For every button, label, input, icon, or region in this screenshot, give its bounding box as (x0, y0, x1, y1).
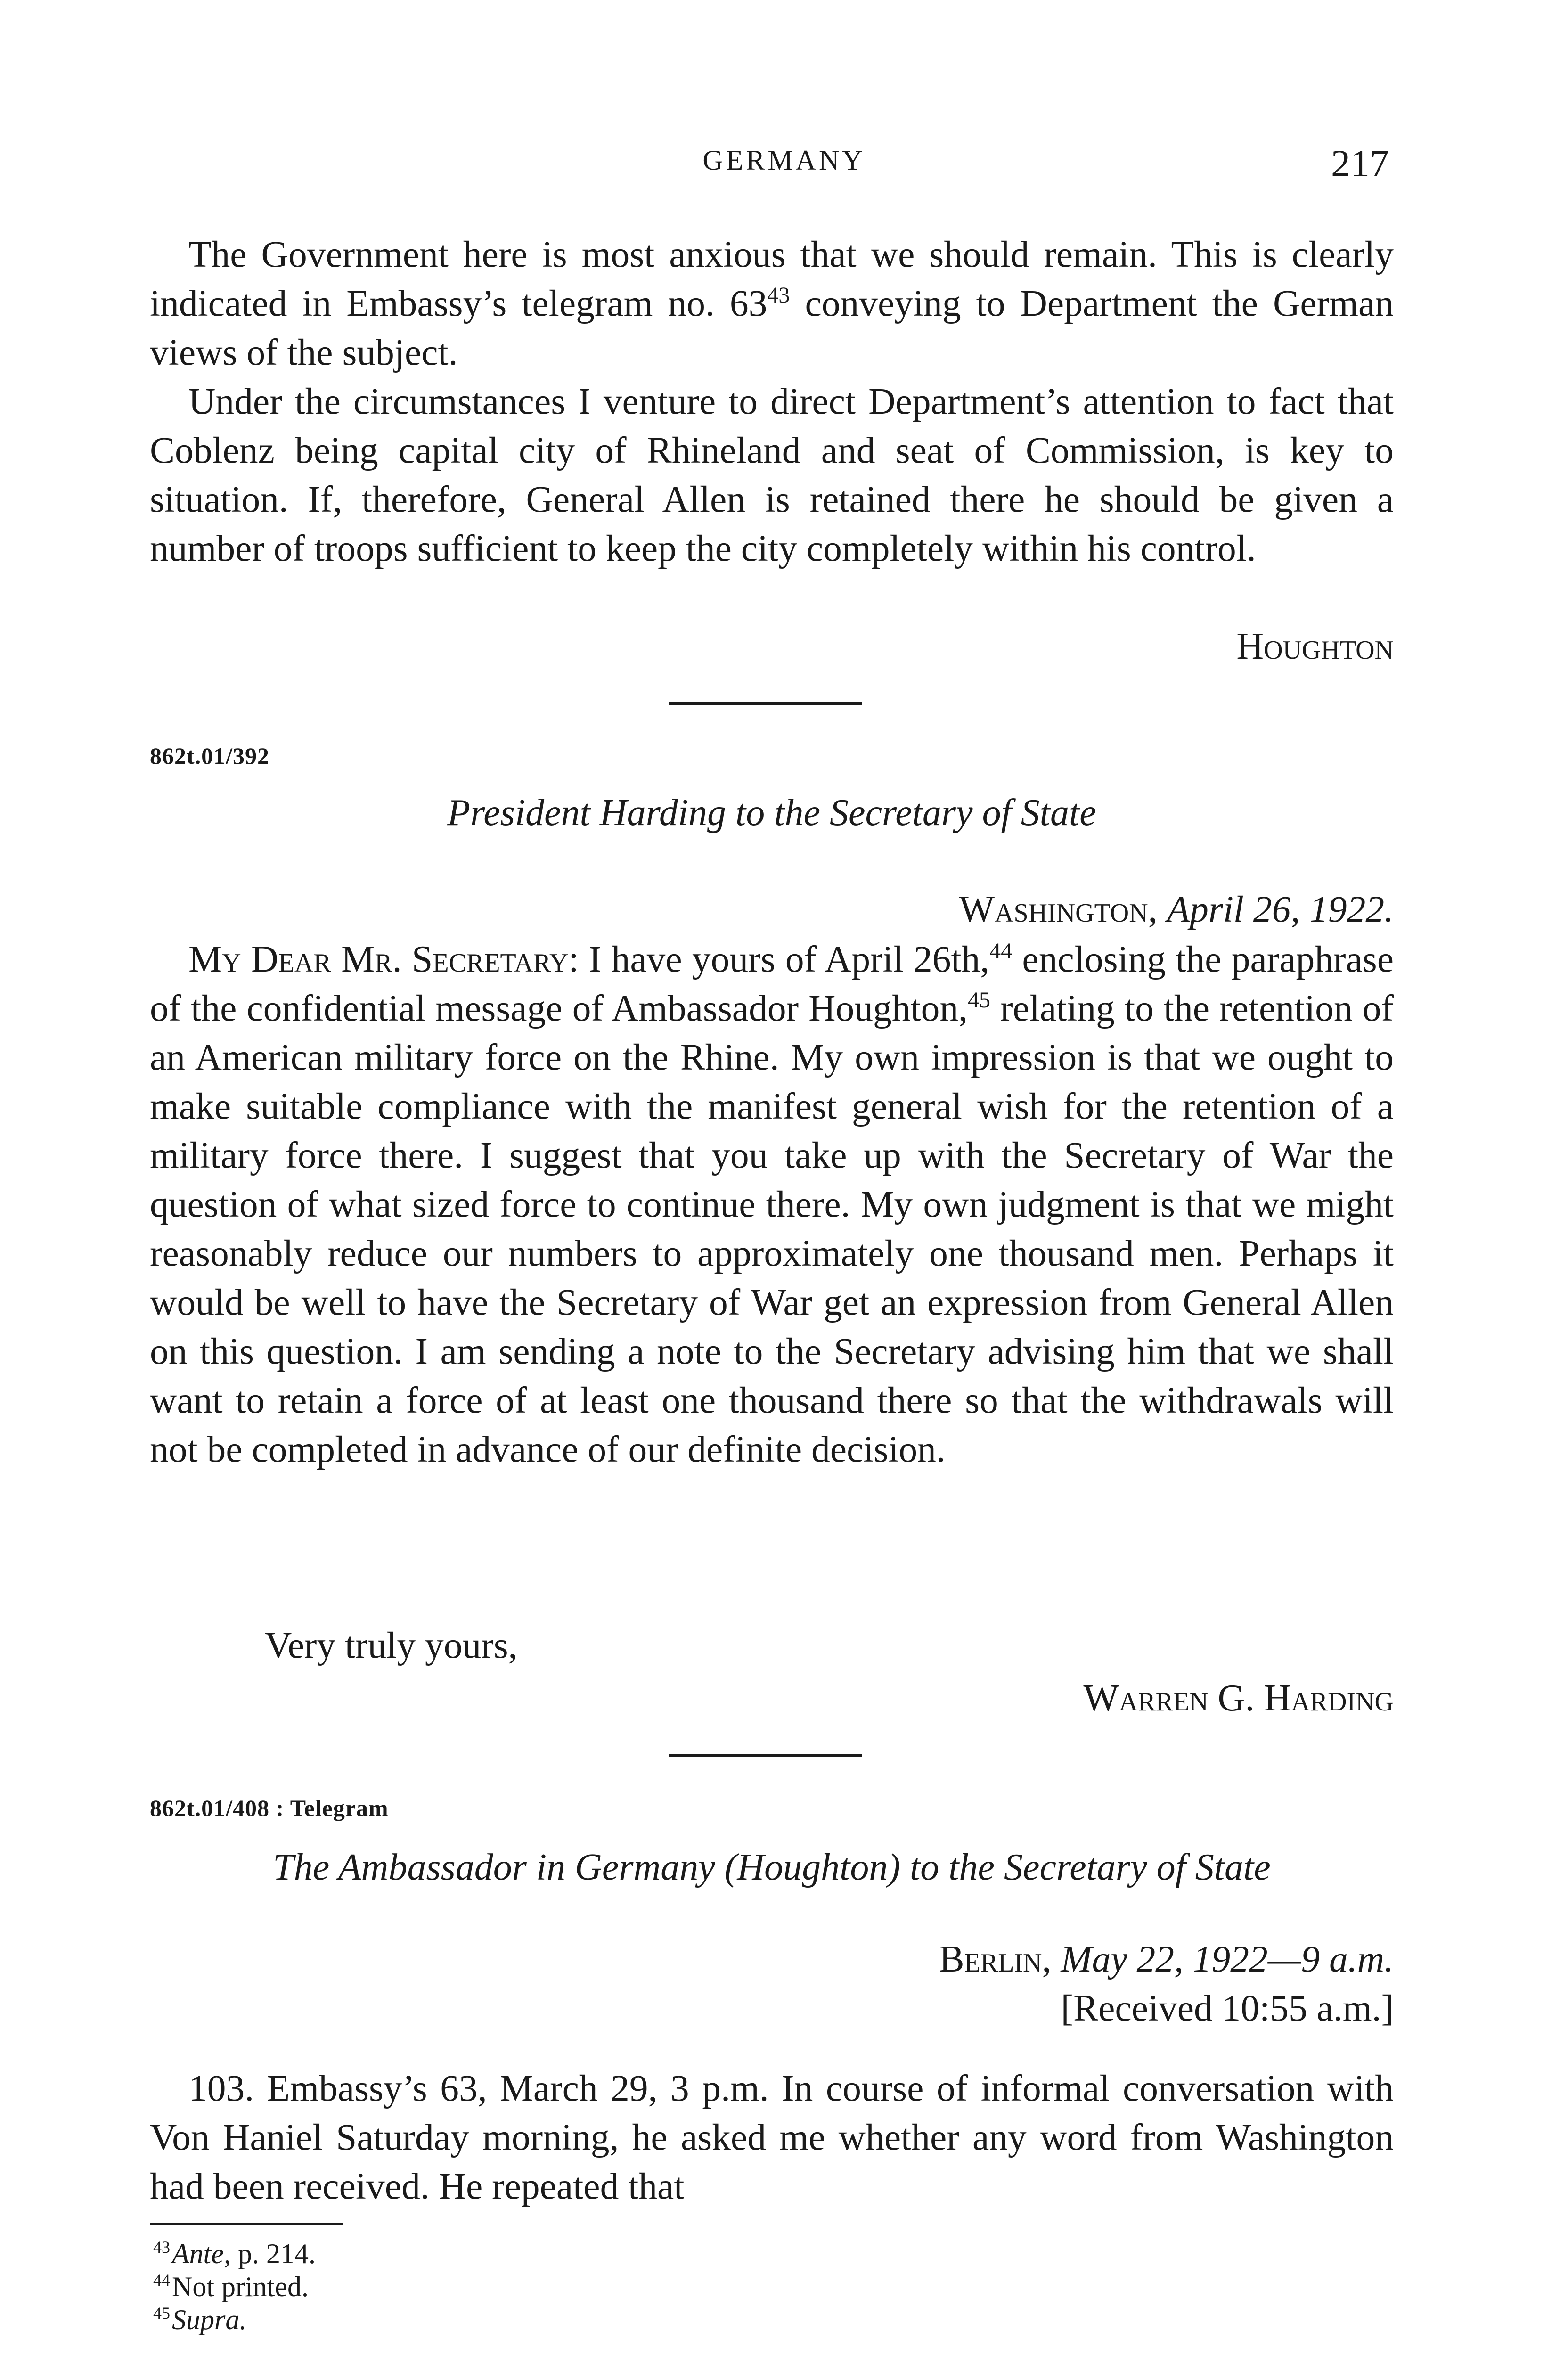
salutation: My Dear Mr. Secretary: (188, 939, 579, 980)
footnotes (153, 2237, 316, 2336)
closing: Very truly yours, (265, 1625, 518, 1666)
file-reference: 862t.01/408 : Telegram (150, 1795, 389, 1821)
document-title: President Harding to the Secretary of State (447, 792, 1096, 834)
page-number: 217 (1331, 142, 1389, 185)
paragraph-government-remain: The Government here is most anxious that we should remain. This is clearly indicated in Embassy’s telegram no. 63$^{43}$ conveying to Department the German views of the subject. (150, 234, 1394, 373)
footnote-ref-45: 45 (968, 988, 990, 1013)
section-divider (669, 702, 862, 705)
received-time: [Received 10:55 a.m.] (1061, 1988, 1394, 2029)
footnote-45: $^{45}$Supra. (153, 2304, 247, 2335)
dateline: Washington, April 26, 1922. (959, 889, 1394, 930)
running-title: GERMANY (702, 145, 866, 176)
section-divider (669, 1754, 862, 1757)
footnote-rule (150, 2223, 343, 2225)
signature-houghton: Houghton (1236, 626, 1394, 667)
letter-body: My Dear Mr. Secretary: I have yours of April 26th,$^{44}$ enclosing the paraphrase of the confidential message of Ambassador Houghton,$^{45}$ relating to the retention of an American military force on the Rhine. My own impression is that we ought to make suitable compliance with the manifest general wish for the retention of a military force there. I suggest that you take up with the Secretary of War the question of what sized force to continue there. My own judgment is that we might reasonably reduce our numbers to approximately one thousand men. Perhaps it would be well to have the Secretary of War get an expression from General Allen on this question. I am sending a note to the Secretary advising him that we shall want to retain a force of at least one thousand there so that the withdrawals will not be completed in advance of our definite decision. (150, 939, 1394, 1470)
dateline: Berlin, May 22, 1922—9 a.m. (939, 1939, 1394, 1980)
signature-harding: Warren G. Harding (1083, 1677, 1394, 1719)
footnote-44: $^{44}$Not printed. (153, 2271, 309, 2302)
telegram-paragraph: 103. Embassy’s 63, March 29, 3 p.m. In course of informal conversation with Von Haniel Saturday morning, he asked me whether any word from Washington had been received. He repeated that (150, 2068, 1394, 2207)
footnote-ref-43: 43 (767, 283, 790, 308)
footnote-43: $^{43}$Ante, p. 214. (153, 2238, 316, 2269)
footnote-ref-44: 44 (989, 939, 1013, 964)
document-title: The Ambassador in Germany (Houghton) to the Secretary of State (273, 1847, 1271, 1888)
running-head (0, 141, 1568, 184)
paragraph-coblenz: Under the circumstances I venture to direct Department’s attention to fact that Coblenz being capital city of Rhineland and seat of Commission, is key to situation. If, therefore, General Allen is retained there he should be given a number of troops sufficient to keep the city completely within his control. (150, 381, 1394, 569)
file-reference: 862t.01/392 (150, 743, 270, 769)
